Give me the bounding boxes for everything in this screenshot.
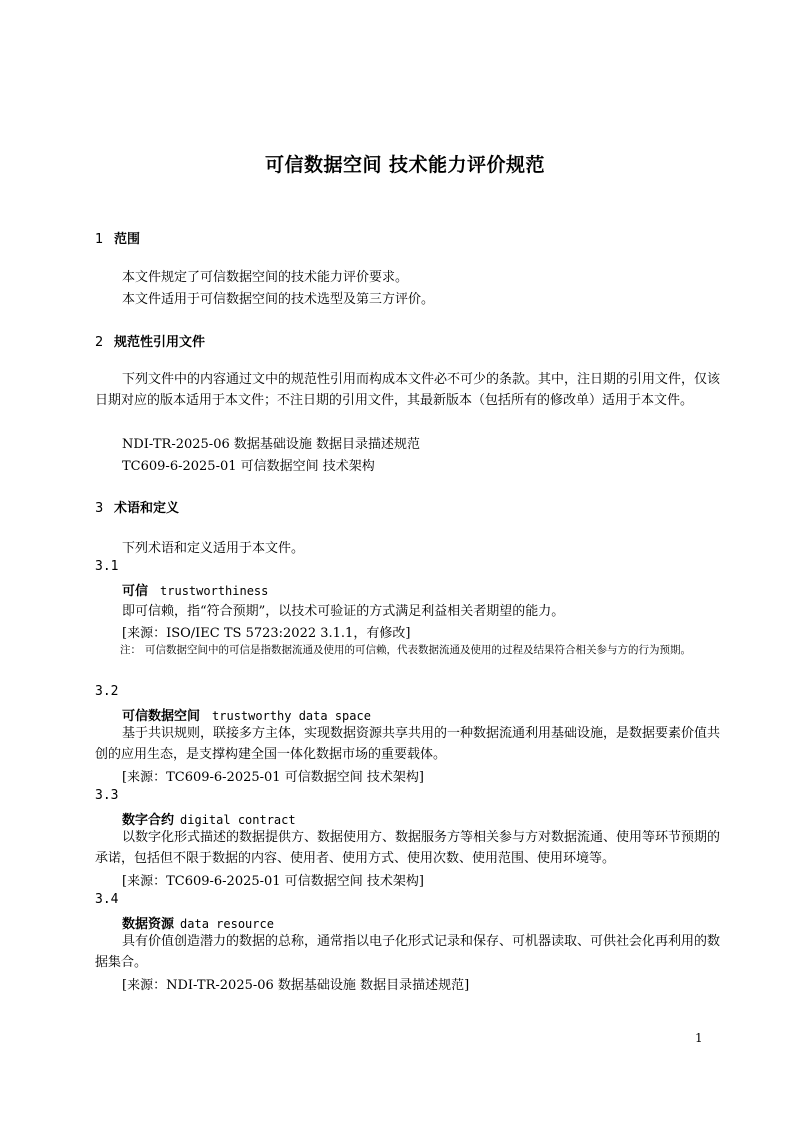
term-entry	[122, 580, 268, 599]
term-source: [来源：TC609-6-2025-01 可信数据空间 技术架构]	[122, 874, 424, 889]
note-text: 可信数据空间中的可信是指数据流通及使用的可信赖，代表数据流通及使用的过程及结果符合相关参与方的行为预期。	[145, 644, 691, 656]
term-entry	[122, 809, 296, 828]
term-chinese: 可信数据空间	[122, 709, 201, 724]
term-source: [来源：TC609-6-2025-01 可信数据空间 技术架构]	[122, 770, 424, 785]
paragraph: 本文件规定了可信数据空间的技术能力评价要求。	[122, 270, 409, 285]
term-entry	[122, 705, 371, 724]
term-chinese: 可信	[122, 584, 149, 599]
term-definition: 即可信赖，指“符合预期”，以技术可验证的方式满足利益相关者期望的能力。	[122, 604, 565, 619]
term-entry	[122, 913, 274, 932]
term-note	[120, 640, 720, 660]
page-number: 1	[695, 1031, 703, 1045]
term-number: 3.2	[95, 684, 119, 699]
section-number: 3	[95, 501, 104, 516]
term-english: trustworthiness	[160, 584, 269, 598]
term-number: 3.3	[95, 788, 119, 803]
section-title: 范围	[114, 232, 141, 247]
section-number: 2	[95, 335, 104, 350]
term-number: 3.4	[95, 892, 119, 907]
term-number: 3.1	[95, 559, 119, 574]
reference-item: TC609-6-2025-01 可信数据空间 技术架构	[122, 459, 375, 474]
term-source: [来源：NDI-TR-2025-06 数据基础设施 数据目录描述规范]	[122, 978, 470, 993]
paragraph: 本文件适用于可信数据空间的技术选型及第三方评价。	[122, 292, 435, 307]
paragraph: 下列术语和定义适用于本文件。	[122, 541, 305, 556]
paragraph: 下列文件中的内容通过文中的规范性引用而构成本文件必不可少的条款。其中，注日期的引用文件，仅该日期对应的版本适用于本文件；不注日期的引用文件，其最新版本（包括所有的修改单）适用于本文件。	[95, 372, 721, 408]
note-label: 注：	[120, 644, 141, 656]
section-title: 术语和定义	[114, 501, 180, 516]
section-title: 规范性引用文件	[114, 335, 206, 350]
term-source: [来源：ISO/IEC TS 5723:2022 3.1.1，有修改]	[122, 626, 411, 641]
term-english: data resource	[180, 917, 274, 931]
section-heading-scope	[95, 228, 140, 247]
term-english: trustworthy data space	[212, 709, 371, 723]
term-definition: 基于共识规则，联接多方主体，实现数据资源共享共用的一种数据流通利用基础设施，是数据要素价值共创的应用生态，是支撑构建全国一体化数据市场的重要载体。	[95, 726, 721, 762]
section-heading-normative-references	[95, 331, 205, 350]
term-english: digital contract	[180, 813, 296, 827]
term-chinese: 数字合约	[122, 813, 175, 828]
section-heading-terms	[95, 497, 179, 516]
document-title: 可信数据空间 技术能力评价规范	[264, 154, 546, 176]
term-definition: 以数字化形式描述的数据提供方、数据使用方、数据服务方等相关参与方对数据流通、使用等环节预期的承诺，包括但不限于数据的内容、使用者、使用方式、使用次数、使用范围、使用环境等。	[95, 830, 721, 866]
section-number: 1	[95, 232, 104, 247]
term-chinese: 数据资源	[122, 917, 175, 932]
term-definition: 具有价值创造潜力的数据的总称，通常指以电子化形式记录和保存、可机器读取、可供社会化再利用的数据集合。	[95, 934, 721, 970]
reference-item: NDI-TR-2025-06 数据基础设施 数据目录描述规范	[122, 437, 420, 452]
